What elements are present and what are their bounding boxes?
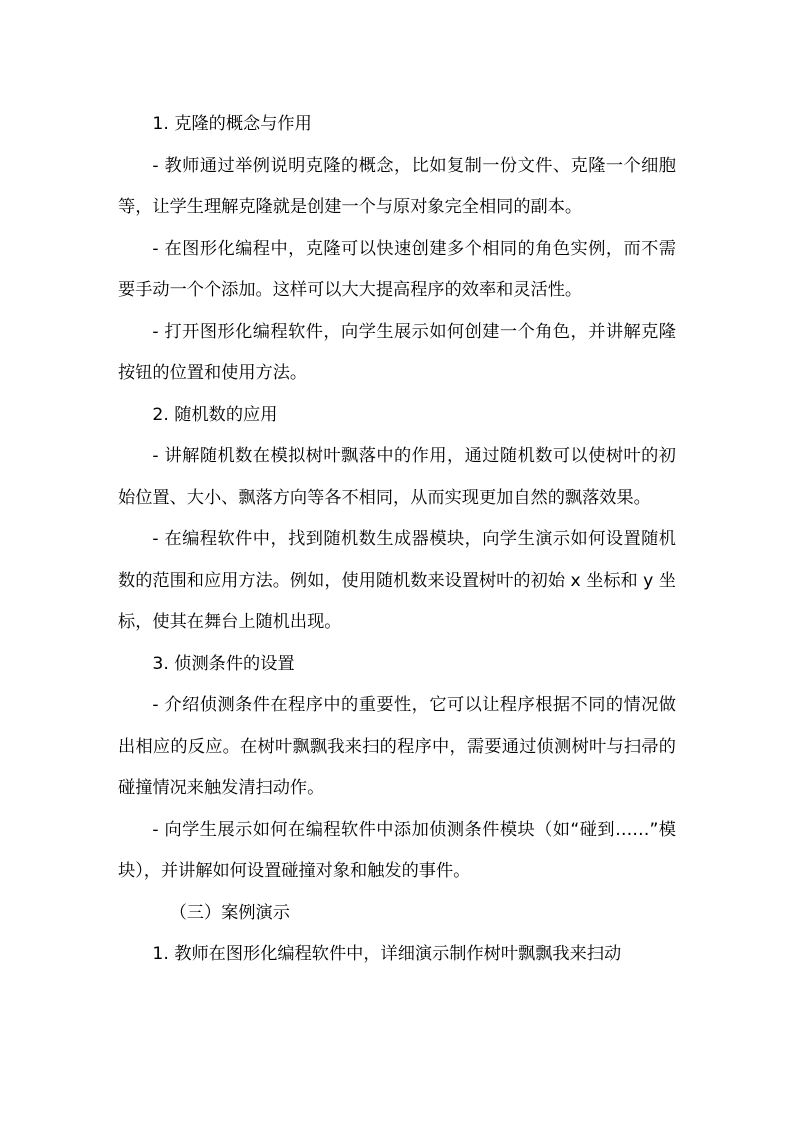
paragraph-detection-importance: - 介绍侦测条件在程序中的重要性，它可以让程序根据不同的情况做出相应的反应。在树叶飘飘我来扫的程序中，需要通过侦测树叶与扫帚的碰撞情况来触发清扫动作。 (118, 695, 676, 798)
paragraph-teacher-demo: 1. 教师在图形化编程软件中，详细演示制作树叶飘飘我来扫动 (152, 944, 622, 964)
document-body (118, 104, 676, 976)
paragraph-clone-in-programming: - 在图形化编程中，克隆可以快速创建多个相同的角色实例，而不需要手动一个个添加。这样可以大大提高程序的效率和灵活性。 (118, 238, 676, 300)
heading-random-numbers: 2. 随机数的应用 (152, 404, 278, 425)
paragraph-random-leaf-fall: - 讲解随机数在模拟树叶飘落中的作用，通过随机数可以使树叶的初始位置、大小、飘落方向等各不相同，从而实现更加自然的飘落效果。 (118, 446, 676, 508)
paragraph-clone-example: - 教师通过举例说明克隆的概念，比如复制一份文件、克隆一个细胞等，让学生理解克隆就是创建一个与原对象完全相同的副本。 (118, 155, 676, 217)
heading-clone-concept: 1. 克隆的概念与作用 (152, 114, 312, 134)
paragraph-detection-module: - 向学生展示如何在编程软件中添加侦测条件模块（如“碰到……”模块），并讲解如何设置碰撞对象和触发的事件。 (118, 819, 676, 881)
heading-case-demo: （三）案例演示 (169, 902, 290, 923)
paragraph-random-generator: - 在编程软件中，找到随机数生成器模块，向学生演示如何设置随机数的范围和应用方法。例如，使用随机数来设置树叶的初始 x 坐标和 y 坐标，使其在舞台上随机出现。 (118, 529, 676, 632)
heading-detection-conditions: 3. 侦测条件的设置 (152, 653, 295, 674)
paragraph-clone-button: - 打开图形化编程软件，向学生展示如何创建一个角色，并讲解克隆按钮的位置和使用方法。 (118, 321, 676, 383)
